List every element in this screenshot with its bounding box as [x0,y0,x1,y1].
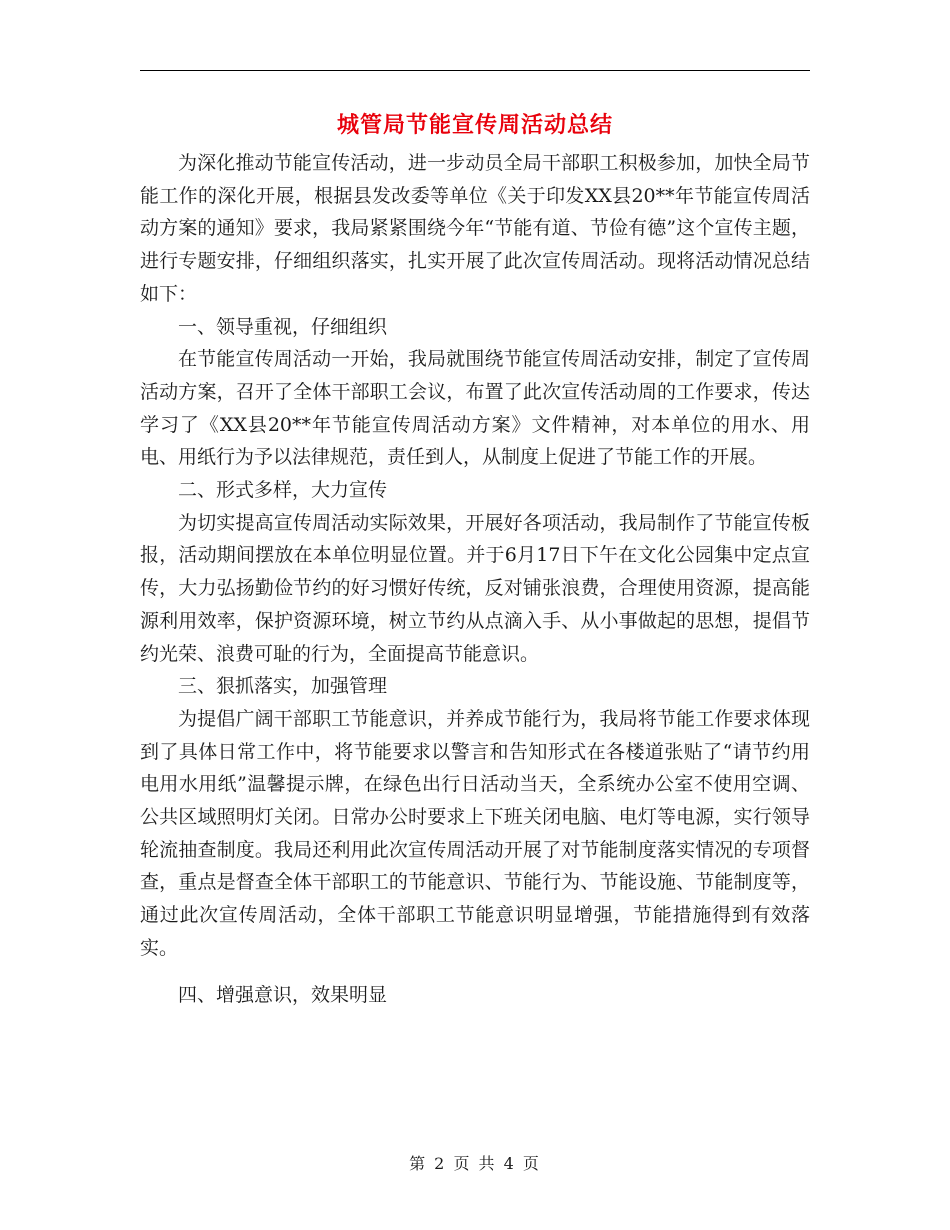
section-heading-4: 四、增强意识，效果明显 [178,983,388,1006]
section-paragraph-2: 为切实提高宣传周活动实际效果，开展好各项活动，我局制作了节能宣传板报，活动期间摆放在本单位明显位置。并于6月17日下午在文化公园集中定点宣传，大力弘扬勤俭节约的好习惯好传统，反对铺张浪费，合理使用资源，提高能源利用效率，保护资源环境，树立节约从点滴入手、从小事做起的思想，提倡节约光荣、浪费可耻的行为，全面提高节能意识。 [140,511,810,665]
document-title: 城管局节能宣传周活动总结 [336,112,613,138]
document-body [140,147,810,1011]
section-paragraph-1: 在节能宣传周活动一开始，我局就围绕节能宣传周活动安排，制定了宣传周活动方案，召开了全体干部职工会议，布置了此次宣传活动周的工作要求，传达学习了《XX县20**年节能宣传周活动方案》文件精神，对本单位的用水、用电、用纸行为予以法律规范，责任到人，从制度上促进了节能工作的开展。 [140,348,810,469]
section-paragraph-3: 为提倡广阔干部职工节能意识，并养成节能行为，我局将节能工作要求体现到了具体日常工作中，将节能要求以警言和告知形式在各楼道张贴了“请节约用电用水用纸”温馨提示牌，在绿色出行日活动当天，全系统办公室不使用空调、公共区域照明灯关闭。日常办公时要求上下班关闭电脑、电灯等电源，实行领导轮流抽查制度。我局还利用此次宣传周活动开展了对节能制度落实情况的专项督查，重点是督查全体干部职工的节能意识、节能行为、节能设施、节能制度等，通过此次宣传周活动，全体干部职工节能意识明显增强，节能措施得到有效落实。 [140,707,810,959]
section-heading-3: 三、狠抓落实，加强管理 [178,675,388,698]
header-rule [140,70,810,71]
section-heading-2: 二、形式多样，大力宣传 [178,479,388,502]
page-number: 第 2 页 共 4 页 [409,1154,541,1173]
section-heading-1: 一、领导重视，仔细组织 [178,315,388,338]
intro-paragraph: 为深化推动节能宣传活动，进一步动员全局干部职工积极参加，加快全局节能工作的深化开展，根据县发改委等单位《关于印发XX县20**年节能宣传周活动方案的通知》要求，我局紧紧围绕今年“节能有道、节俭有德”这个宣传主题，进行专题安排，仔细组织落实，扎实开展了此次宣传周活动。现将活动情况总结如下： [140,152,810,305]
